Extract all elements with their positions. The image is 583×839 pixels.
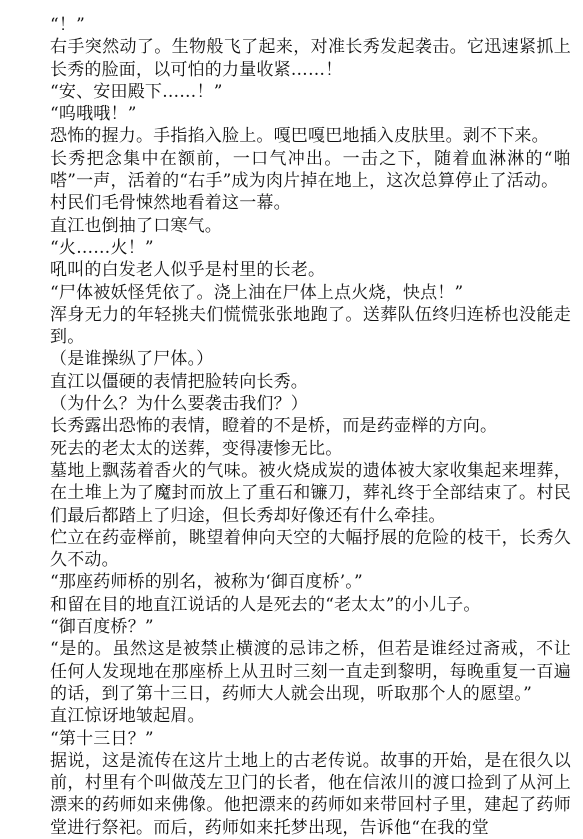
paragraph-1: “！”: [50, 15, 85, 35]
paragraph-8: 直江也倒抽了口寒气。: [50, 215, 222, 236]
paragraph-12: 浑身无力的年轻挑夫们慌慌张张地跑了。送葬队伍终归连桥也没能走到。: [50, 304, 571, 348]
paragraph-25: “第十三日？”: [50, 728, 154, 749]
paragraph-13: （是谁操纵了尸体。）: [50, 349, 214, 370]
paragraph-21: 和留在目的地直江说话的人是死去的“老太太”的小儿子。: [50, 594, 481, 615]
paragraph-22: “御百度桥？”: [50, 617, 154, 638]
paragraph-11: “尸体被妖怪凭依了。浇上油在尸体上点火烧，快点！”: [50, 282, 464, 303]
paragraph-18: 墓地上飘荡着香火的气味。被火烧成炭的遗体被大家收集起来埋葬，在土堆上为了魔封而放上了重石和镰刀，葬礼终于全部结束了。村民们最后都踏上了归途，但长秀却好像还有什么牵挂。: [50, 460, 571, 526]
paragraph-10: 吼叫的白发老人似乎是村里的长老。: [50, 260, 326, 281]
paragraph-9: “火……火！”: [50, 237, 154, 258]
paragraph-16: 长秀露出恐怖的表情，瞪着的不是桥，而是药壶榉的方向。: [50, 416, 498, 437]
paragraph-15: （为什么？为什么要袭击我们？）: [50, 394, 308, 415]
paragraph-2: 右手突然动了。生物般飞了起来，对准长秀发起袭击。它迅速紧抓上长秀的脸面，以可怕的力量收紧……！: [50, 37, 571, 80]
paragraph-20: “那座药师桥的别名，被称为‘御百度桥’。”: [50, 572, 363, 593]
paragraph-23: “是的。虽然这是被禁止横渡的忌讳之桥，但若是谁经过斋戒，不让任何人发现地在那座桥上从丑时三刻一直走到黎明，每晚重复一百遍的话，到了第十三日，药师大人就会出现，听取那个人的愿望。”: [50, 639, 571, 704]
paragraph-6: 长秀把念集中在额前，一口气冲出。一击之下，随着血淋淋的“啪嗒”一声，活着的“右手”成为肉片掉在地上，这次总算停止了活动。: [50, 148, 571, 192]
paragraph-7: 村民们毛骨悚然地看着这一幕。: [50, 193, 291, 214]
paragraph-26: 据说，这是流传在这片土地上的古老传说。故事的开始，是在很久以前，村里有个叫做茂左卫门的长者，他在信浓川的渡口捡到了从河上漂来的药师如来佛像。他把漂来的药师如来带回村子里，建起了药师堂进行祭祀。而后，药师如来托梦出现，告诉他“在我的堂: [50, 750, 571, 838]
paragraph-17: 死去的老太太的送葬，变得凄惨无比。: [50, 438, 343, 459]
paragraph-3: “安、安田殿下……！”: [50, 81, 223, 102]
paragraph-24: 直江惊讶地皱起眉。: [50, 706, 205, 727]
paragraph-14: 直江以僵硬的表情把脸转向长秀。: [50, 371, 308, 392]
paragraph-5: 恐怖的握力。手指掐入脸上。嘎巴嘎巴地插入皮肤里。剥不下来。: [50, 126, 549, 147]
paragraph-4: “呜哦哦！”: [50, 104, 137, 125]
paragraph-19: 伫立在药壶榉前，眺望着伸向天空的大幅抒展的危险的枝干，长秀久久不动。: [50, 527, 571, 571]
